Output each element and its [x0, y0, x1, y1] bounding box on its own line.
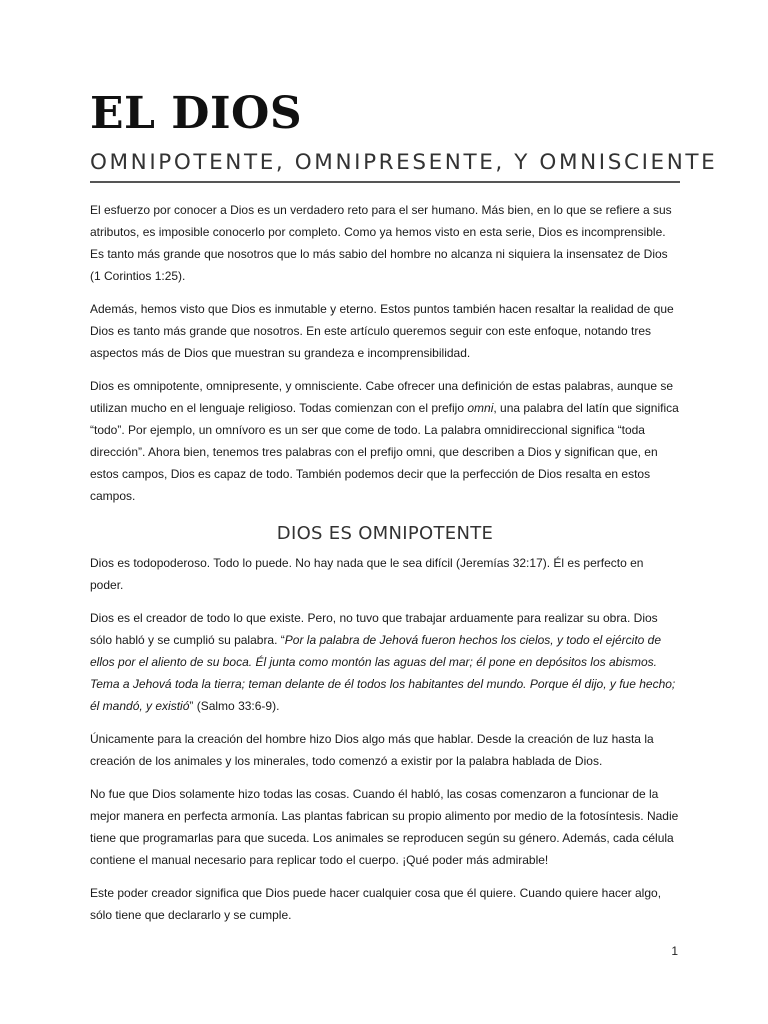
document-subtitle: OMNIPOTENTE, OMNIPRESENTE, Y OMNISCIENTE	[90, 150, 680, 183]
paragraph-7: No fue que Dios solamente hizo todas las cosas. Cuando él habló, las cosas comenzaron a funcionar de la mejor manera en perfecta armonía. Las plantas fabrican su propio alimento por medio de la fotosíntesis. Nadie tiene que programarlas para que suceda. Los animales se reproducen según su género. Además, cada célula contiene el manual necesario para replicar todo el cuerpo. ¡Qué poder más admirable!	[90, 787, 679, 867]
paragraph-3-text-a: Dios es omnipotente, omnipresente, y omnisciente. Cabe ofrecer una definición de estas palabras, aunque se utilizan mucho en el lenguaje religioso. Todas comienzan con el prefijo	[90, 379, 674, 415]
paragraph-4: Dios es todopoderoso. Todo lo puede. No hay nada que le sea difícil (Jeremías 32:17). Él es perfecto en poder.	[90, 556, 644, 592]
paragraph-1: El esfuerzo por conocer a Dios es un verdadero reto para el ser humano. Más bien, en lo que se refiere a sus atributos, es imposible conocerlo por completo. Como ya hemos visto en esta serie, Dios es incomprensible. Es tanto más grande que nosotros que lo más sabio del hombre no alcanza ni siquiera la insensatez de Dios (1 Corintios 1:25).	[90, 203, 672, 283]
page-number: 1	[671, 944, 678, 958]
paragraph-3-text-b: , una palabra del latín que significa “todo”. Por ejemplo, un omnívoro es un ser que come de todo. La palabra omnidireccional significa “toda dirección”. Ahora bien, tenemos tres palabras con el prefijo omni, que describen a Dios y significan que, en estos campos, Dios es capaz de todo. También podemos decir que la perfección de Dios resalta en estos campos.	[90, 401, 679, 503]
paragraph-5-text-b: ” (Salmo 33:6-9).	[189, 699, 280, 713]
paragraph-5	[90, 607, 680, 717]
paragraph-5-text-a: Dios es el creador de todo lo que existe. Pero, no tuvo que trabajar arduamente para realizar su obra. Dios sólo habló y se cumplió su palabra. “	[90, 611, 658, 647]
paragraph-3	[90, 375, 680, 507]
document-page	[90, 88, 718, 937]
paragraph-2: Además, hemos visto que Dios es inmutable y eterno. Estos puntos también hacen resaltar la realidad de que Dios es tanto más grande que nosotros. En este artículo queremos seguir con este enfoque, notando tres aspectos más de Dios que muestran su grandeza e incomprensibilidad.	[90, 302, 674, 360]
paragraph-3-emphasis: omni	[467, 401, 494, 415]
document-title: EL DIOS	[90, 88, 303, 139]
paragraph-6: Únicamente para la creación del hombre hizo Dios algo más que hablar. Desde la creación de luz hasta la creación de los animales y los minerales, todo comenzó a existir por la palabra hablada de Dios.	[90, 732, 654, 768]
section-heading-omnipotente: DIOS ES OMNIPOTENTE	[276, 523, 494, 544]
paragraph-8: Este poder creador significa que Dios puede hacer cualquier cosa que él quiere. Cuando quiere hacer algo, sólo tiene que declararlo y se cumple.	[90, 886, 662, 922]
paragraph-5-quote: Por la palabra de Jehová fueron hechos los cielos, y todo el ejército de ellos por el aliento de su boca. Él junta como montón las aguas del mar; él pone en depósitos los abismos. Tema a Jehová toda la tierra; teman delante de él todos los habitantes del mundo. Porque él dijo, y fue hecho; él mandó, y existió	[90, 633, 676, 713]
